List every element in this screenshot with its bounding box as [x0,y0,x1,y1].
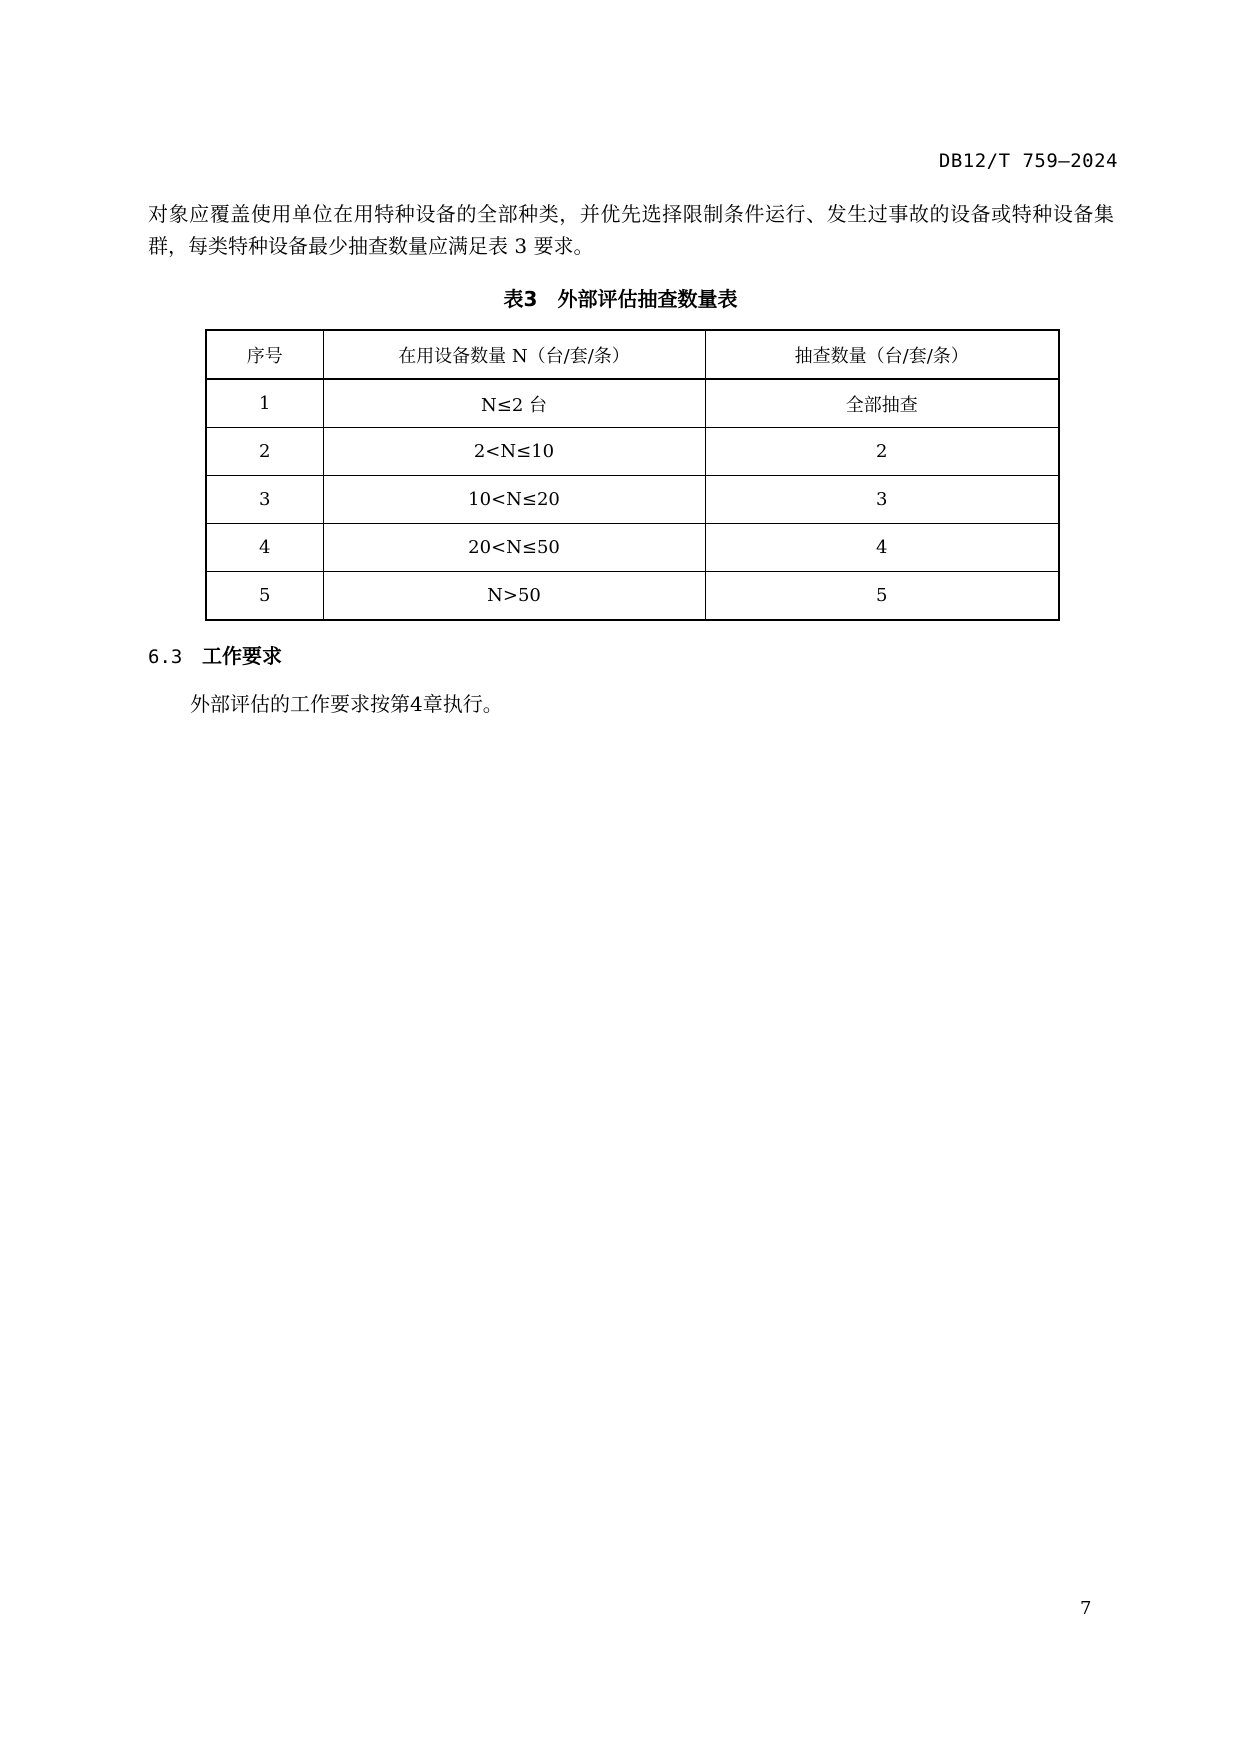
sampling-quantity-table [205,329,1060,621]
table-cell: 全部抽查 [705,379,1059,428]
table-cell: 3 [206,476,323,524]
table-header-row [206,330,1059,379]
table-row [206,524,1059,572]
header-cell-sample-count: 抽查数量（台/套/条） [705,330,1059,379]
sampling-table-container [205,329,1058,621]
table-cell: 2 [705,428,1059,476]
body-paragraph-1: 对象应覆盖使用单位在用特种设备的全部种类，并优先选择限制条件运行、发生过事故的设备或特种设备集群，每类特种设备最少抽查数量应满足表 3 要求。 [148,202,1114,258]
header-cell-serial: 序号 [206,330,323,379]
table-cell: 2 [206,428,323,476]
table-cell: 1 [206,379,323,428]
table-cell: 5 [206,572,323,621]
document-code: DB12/T 759—2024 [938,150,1118,172]
table-caption: 表3 外部评估抽查数量表 [503,287,738,311]
table-row [206,379,1059,428]
section-heading [148,640,282,669]
body-paragraph-2: 外部评估的工作要求按第4章执行。 [190,692,503,716]
table-cell: 5 [705,572,1059,621]
table-row [206,428,1059,476]
table-row [206,572,1059,621]
table-cell: N≤2 台 [323,379,705,428]
header-cell-equipment-count: 在用设备数量 N（台/套/条） [323,330,705,379]
table-row [206,476,1059,524]
table-cell: 4 [705,524,1059,572]
table-cell: 4 [206,524,323,572]
section-number: 6.3 [148,646,183,668]
table-cell: 3 [705,476,1059,524]
section-title: 工作要求 [202,644,282,668]
table-cell: 10<N≤20 [323,476,705,524]
page-number: 7 [1080,1598,1092,1619]
table-cell: N>50 [323,572,705,621]
table-cell: 2<N≤10 [323,428,705,476]
table-cell: 20<N≤50 [323,524,705,572]
